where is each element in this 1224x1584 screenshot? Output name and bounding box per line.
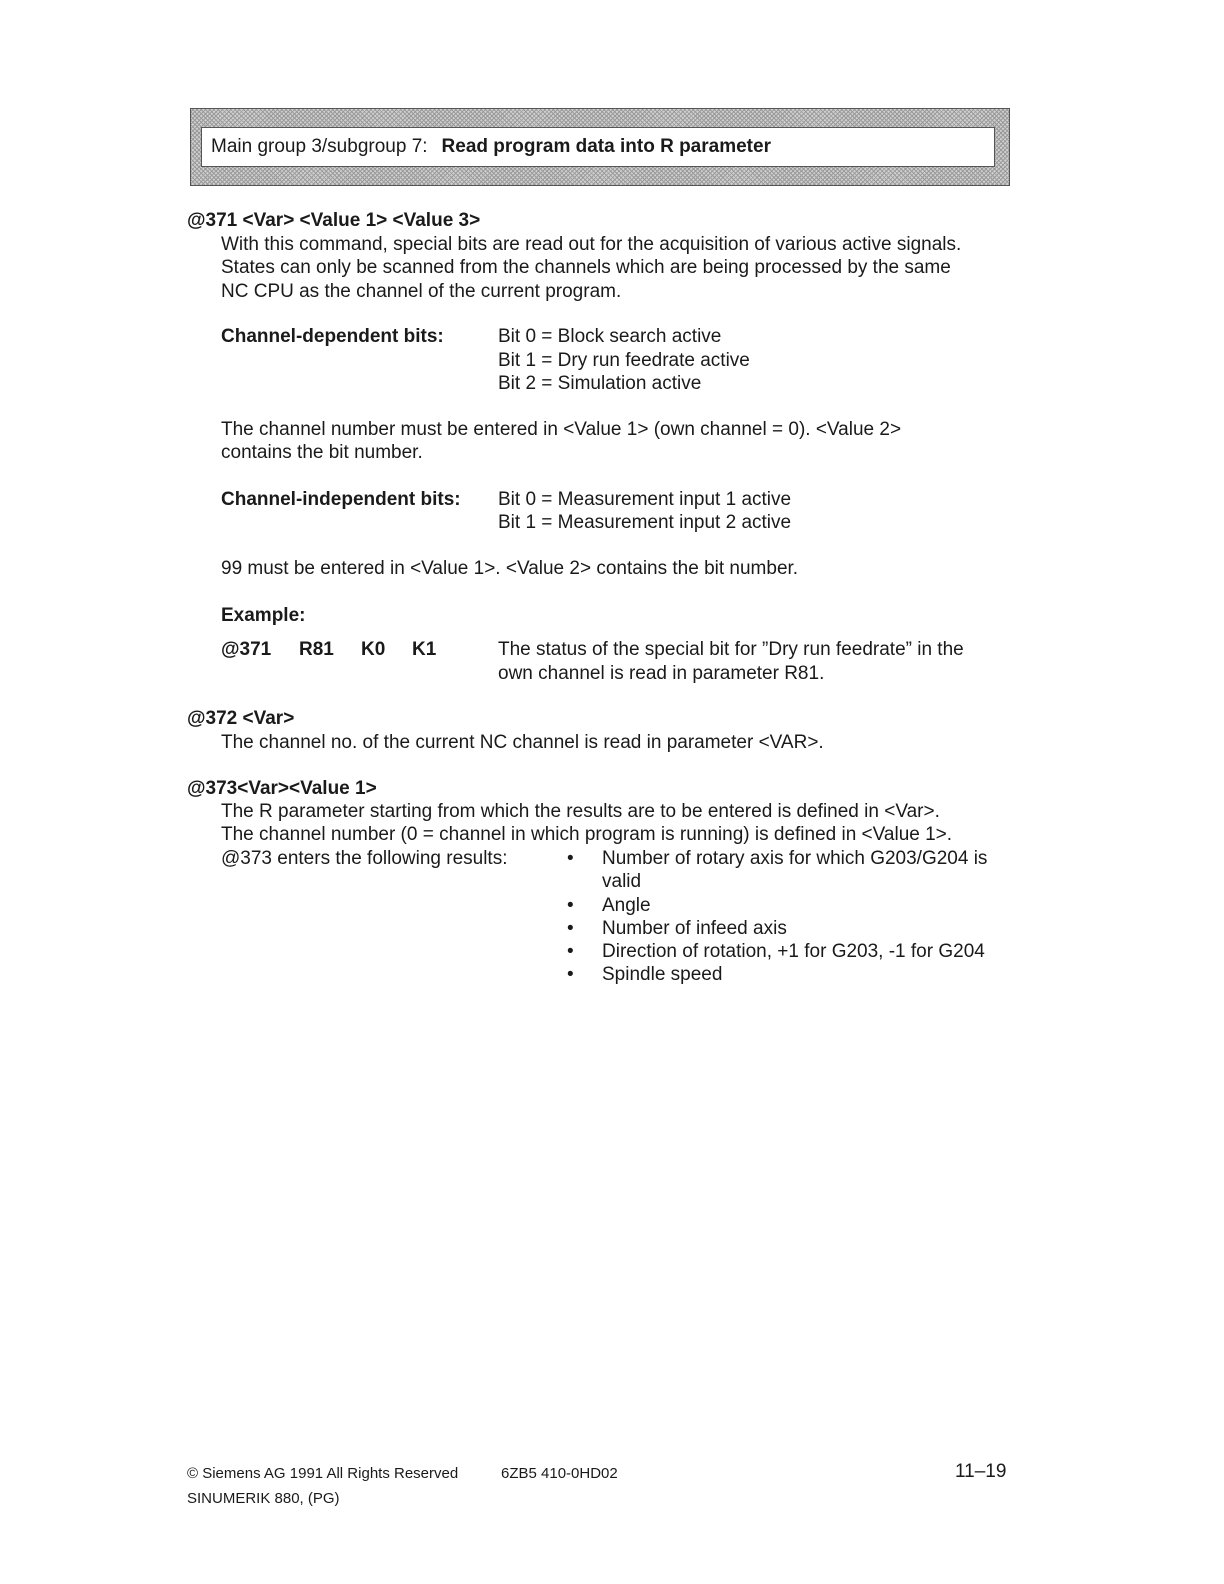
example-desc-line: The status of the special bit for ”Dry run feedrate” in the <box>498 639 964 660</box>
example-label: Example: <box>221 605 306 626</box>
dependent-note-line: The channel number must be entered in <Value 1> (own channel = 0). <Value 2> <box>221 419 902 440</box>
cmd373-desc-line: The channel number (0 = channel in which program is running) is defined in <Value 1>. <box>221 824 953 845</box>
bullet: • <box>567 941 574 962</box>
cmd371-heading: @371 <Var> <Value 1> <Value 3> <box>187 210 481 231</box>
independent-bits-label: Channel-independent bits: <box>221 489 461 510</box>
independent-note: 99 must be entered in <Value 1>. <Value 2> contains the bit number. <box>221 558 799 579</box>
group-title: Read program data into R parameter <box>441 136 771 157</box>
cmd371-desc-line: States can only be scanned from the channels which are being processed by the same <box>221 257 951 278</box>
bullet: • <box>567 848 574 869</box>
section-header-inner <box>201 127 995 167</box>
results-label: @373 enters the following results: <box>221 848 508 869</box>
dependent-bit: Bit 1 = Dry run feedrate active <box>498 350 750 371</box>
result-item-continued: valid <box>602 871 642 892</box>
cmd372-desc: The channel no. of the current NC channel is read in parameter <VAR>. <box>221 732 824 753</box>
independent-bit: Bit 1 = Measurement input 2 active <box>498 512 792 533</box>
cmd373-desc-line: The R parameter starting from which the results are to be entered is defined in <Var>. <box>221 801 940 822</box>
dependent-bits-label: Channel-dependent bits: <box>221 326 444 347</box>
example-cmd-token: K1 <box>412 639 437 660</box>
group-label: Main group 3/subgroup 7: <box>211 136 428 157</box>
dependent-bit: Bit 0 = Block search active <box>498 326 722 347</box>
result-item: Number of infeed axis <box>602 918 787 939</box>
independent-bit: Bit 0 = Measurement input 1 active <box>498 489 792 510</box>
example-desc-line: own channel is read in parameter R81. <box>498 663 825 684</box>
footer-product: SINUMERIK 880, (PG) <box>187 1490 340 1507</box>
dependent-note-line: contains the bit number. <box>221 442 423 463</box>
dependent-bit: Bit 2 = Simulation active <box>498 373 702 394</box>
example-cmd-token: K0 <box>361 639 386 660</box>
example-cmd-token: R81 <box>299 639 334 660</box>
cmd373-heading: @373<Var><Value 1> <box>187 778 377 799</box>
cmd371-desc-line: NC CPU as the channel of the current program. <box>221 281 622 302</box>
page-number: 11–19 <box>955 1461 1007 1482</box>
cmd371-desc-line: With this command, special bits are read out for the acquisition of various active signals. <box>221 234 962 255</box>
bullet: • <box>567 964 574 985</box>
footer-copyright: © Siemens AG 1991 All Rights Reserved <box>187 1465 459 1482</box>
bullet: • <box>567 918 574 939</box>
result-item: Direction of rotation, +1 for G203, -1 for G204 <box>602 941 985 962</box>
result-item: Spindle speed <box>602 964 723 985</box>
section-header-box <box>190 108 1010 186</box>
bullet: • <box>567 895 574 916</box>
cmd372-heading: @372 <Var> <box>187 708 295 729</box>
example-cmd-token: @371 <box>221 639 272 660</box>
result-item: Angle <box>602 895 651 916</box>
result-item: Number of rotary axis for which G203/G204 is <box>602 848 988 869</box>
footer-order-no: 6ZB5 410-0HD02 <box>501 1465 618 1482</box>
